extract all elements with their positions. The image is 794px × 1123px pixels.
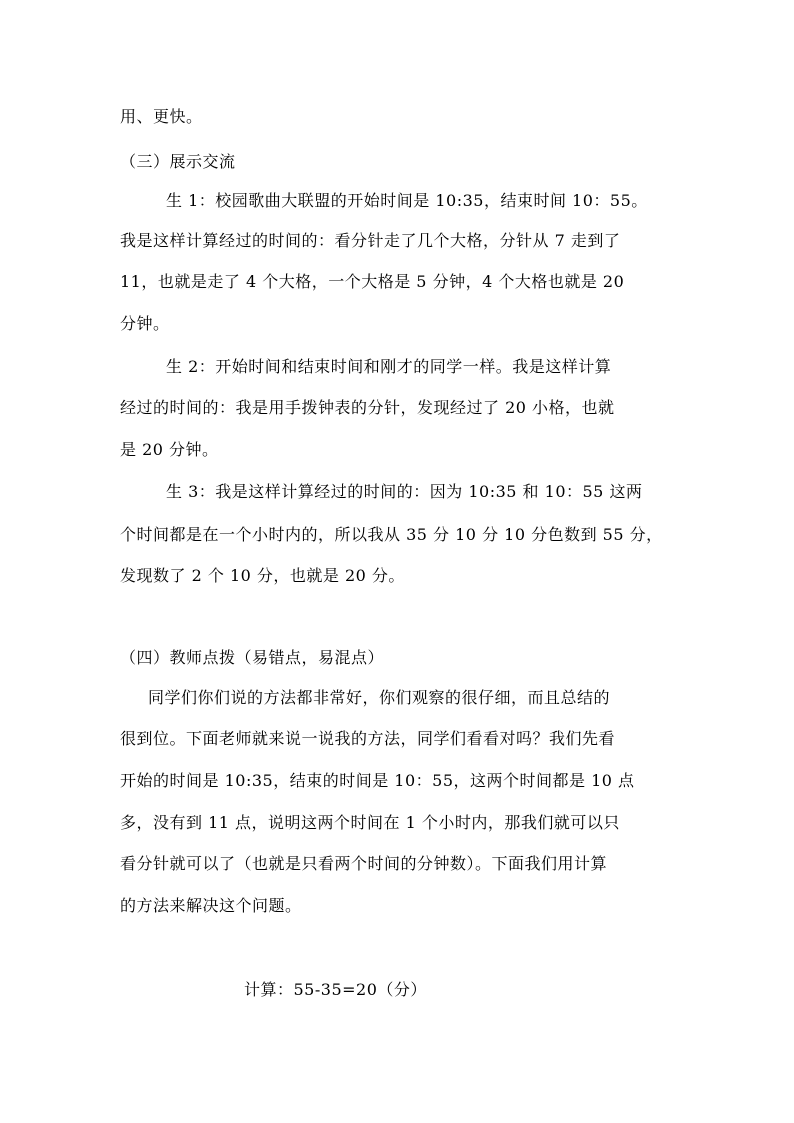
- section-heading: （三）展示交流: [120, 152, 236, 171]
- text-line: 很到位。下面老师就来说一说我的方法，同学们看看对吗？我们先看: [120, 729, 616, 748]
- text-line: 生 2：开始时间和结束时间和刚才的同学一样。我是这样计算: [166, 357, 612, 376]
- text-line: 生 1：校园歌曲大联盟的开始时间是 10:35，结束时间 10：55。: [166, 191, 648, 210]
- text-line: 发现数了 2 个 10 分，也就是 20 分。: [120, 566, 405, 585]
- calculation-line: 计算：55-35=20（分）: [244, 980, 427, 999]
- text-line: 的方法来解决这个问题。: [120, 896, 302, 915]
- text-line: 多，没有到 11 点，说明这两个时间在 1 个小时内，那我们就可以只: [120, 813, 620, 832]
- text-line: 个时间都是在一个小时内的，所以我从 35 分 10 分 10 分色数到 55 分，: [120, 525, 663, 544]
- text-line: 生 3：我是这样计算经过的时间的：因为 10:35 和 10：55 这两: [166, 482, 643, 501]
- text-line: 开始的时间是 10:35，结束的时间是 10：55，这两个时间都是 10 点: [120, 771, 635, 790]
- text-line: 是 20 分钟。: [120, 440, 219, 459]
- text-line: 分钟。: [120, 314, 170, 333]
- text-line: 用、更快。: [120, 107, 203, 126]
- text-line: 11，也就是走了 4 个大格，一个大格是 5 分钟，4 个大格也就是 20: [120, 272, 625, 291]
- text-line: 我是这样计算经过的时间的：看分针走了几个大格，分针从 7 走到了: [120, 231, 621, 250]
- text-line: 看分针就可以了（也就是只看两个时间的分钟数）。下面我们用计算: [120, 854, 608, 873]
- text-line: 经过的时间的：我是用手拨钟表的分针，发现经过了 20 小格，也就: [120, 398, 615, 417]
- text-line: 同学们你们说的方法都非常好，你们观察的很仔细，而且总结的: [148, 688, 611, 707]
- section-heading: （四）教师点拨（易错点，易混点）: [120, 648, 385, 667]
